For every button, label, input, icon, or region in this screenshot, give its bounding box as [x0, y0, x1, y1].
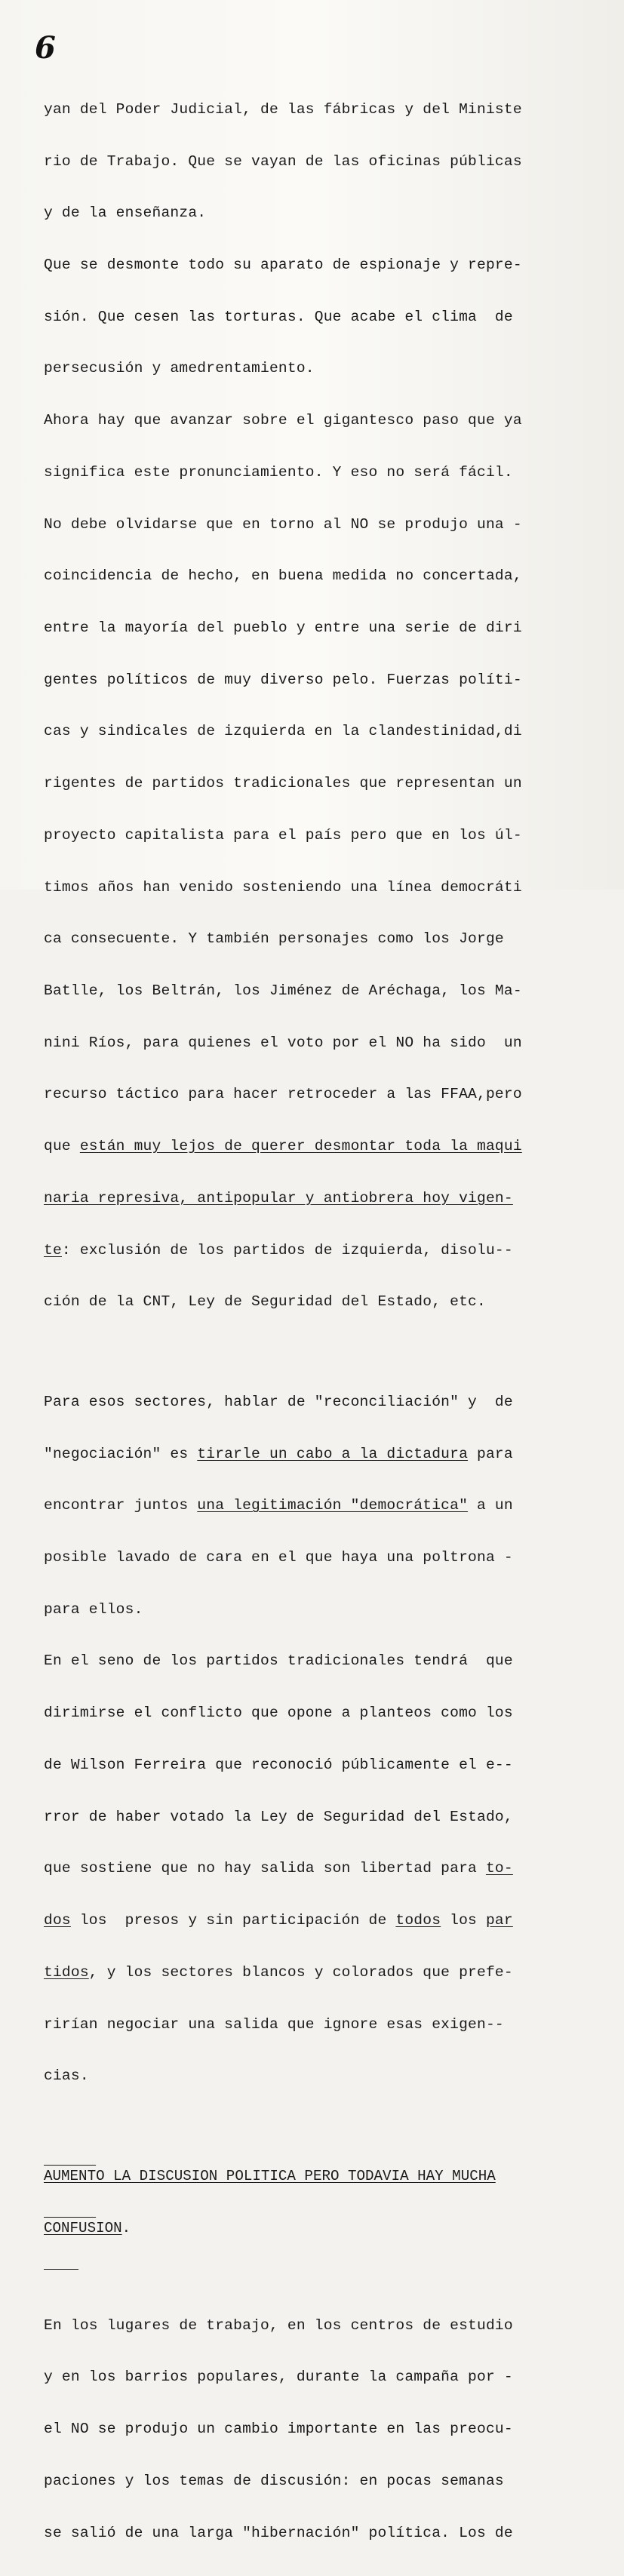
- text-line: persecusión y amedrentamiento.: [44, 360, 315, 377]
- text-line: y de la enseñanza.: [44, 204, 207, 222]
- line-text: que: [44, 1138, 80, 1155]
- text-line: cias.: [44, 2067, 89, 2085]
- heading-period: .: [121, 2219, 131, 2236]
- text-line: ción de la CNT, Ley de Seguridad del Estado, etc.: [44, 1293, 486, 1311]
- line-text: los presos y sin participación de: [70, 1912, 396, 1929]
- text-line: [44, 1860, 579, 1877]
- text-line: rio de Trabajo. Que se vayan de las oficinas públicas: [44, 152, 522, 170]
- underlined-text: todos: [395, 1912, 441, 1929]
- underlined-text: una legitimación "democrática": [197, 1497, 469, 1514]
- text-line: posible lavado de cara en el que haya una poltrona -: [44, 1549, 513, 1566]
- text-line: Que se desmonte todo su aparato de espionaje y repre-: [44, 256, 522, 273]
- text-line: [44, 1964, 579, 1981]
- text-line: [44, 1912, 579, 1929]
- text-line: rror de haber votado la Ley de Seguridad del Estado,: [44, 1808, 513, 1825]
- text-line: paciones y los temas de discusión: en pocas semanas: [44, 2472, 504, 2489]
- heading-line: [44, 2220, 579, 2237]
- text-line: proyecto capitalista para el país pero que en los úl-: [44, 826, 522, 844]
- underlined-text: están muy lejos de querer desmontar toda la maqui: [79, 1138, 522, 1155]
- text-line: [44, 1497, 579, 1514]
- text-line: coincidencia de hecho, en buena medida no concertada,: [44, 567, 522, 585]
- underlined-text: tirarle un cabo a la dictadura: [197, 1445, 469, 1462]
- line-text: los: [441, 1912, 486, 1929]
- text-line: se salió de una larga "hibernación" política. Los de: [44, 2524, 513, 2541]
- line-text: para: [468, 1445, 513, 1462]
- text-line: entre la mayoría del pueblo y entre una serie de diri: [44, 619, 522, 636]
- text-line: yan del Poder Judicial, de las fábricas y del Ministe: [44, 100, 522, 118]
- line-text: : exclusión de los partidos de izquierda, disolu--: [61, 1241, 513, 1259]
- text-line: No debe olvidarse que en torno al NO se produjo una -: [44, 515, 522, 533]
- paragraph-2: [44, 1359, 579, 2120]
- text-line: significa este pronunciamiento. Y eso no será fácil.: [44, 463, 513, 481]
- underlined-text: tidos: [44, 1963, 89, 1981]
- text-line: Para esos sectores, hablar de "reconciliación" y de: [44, 1393, 513, 1410]
- text-line: sión. Que cesen las torturas. Que acabe el clima de: [44, 308, 513, 325]
- underlined-text: par: [485, 1912, 513, 1929]
- text-line: rigentes de partidos tradicionales que representan un: [44, 775, 522, 792]
- paragraph-1: [44, 66, 579, 1345]
- paragraph-3: [44, 2282, 579, 2576]
- text-line: nini Ríos, para quienes el voto por el NO ha sido un: [44, 1034, 522, 1051]
- underlined-text: te: [44, 1241, 62, 1259]
- text-line: timos años han venido sosteniendo una línea democráti: [44, 878, 522, 896]
- text-line: En el seno de los partidos tradicionales tendrá que: [44, 1652, 513, 1670]
- text-line: el NO se produjo un cambio importante en las preocu-: [44, 2421, 513, 2438]
- text-line: [44, 1446, 579, 1463]
- text-line: [44, 1138, 579, 1155]
- text-line: rirían negociar una salida que ignore esas exigen--: [44, 2015, 504, 2033]
- text-line: Batlle, los Beltrán, los Jiménez de Aréchaga, los Ma-: [44, 982, 522, 1000]
- underlined-text: dos: [44, 1912, 71, 1929]
- line-text: , y los sectores blancos y colorados que prefe-: [88, 1963, 513, 1981]
- section-heading: [44, 2133, 579, 2272]
- text-line: cas y sindicales de izquierda en la clandestinidad,di: [44, 723, 522, 740]
- text-line: Ahora hay que avanzar sobre el gigantesco paso que ya: [44, 412, 522, 429]
- line-text: "negociación" es: [44, 1445, 198, 1462]
- underlined-text: naria represiva, antipopular y antiobrera hoy vigen-: [44, 1189, 513, 1207]
- text-line: recurso táctico para hacer retroceder a las FFAA,pero: [44, 1086, 522, 1103]
- line-text: que sostiene que no hay salida son libertad para: [44, 1860, 486, 1877]
- line-text: a un: [468, 1497, 513, 1514]
- text-line: y en los barrios populares, durante la campaña por -: [44, 2369, 513, 2386]
- text-line: gentes políticos de muy diverso pelo. Fuerzas políti-: [44, 671, 522, 688]
- text-line: para ellos.: [44, 1600, 143, 1618]
- line-text: encontrar juntos: [44, 1497, 198, 1514]
- body-text: [44, 66, 579, 2576]
- text-line: En los lugares de trabajo, en los centros de estudio: [44, 2316, 513, 2334]
- text-line: ca consecuente. Y también personajes como los Jorge: [44, 930, 504, 948]
- heading-text: CONFUSION: [44, 2219, 122, 2236]
- heading-line: AUMENTO LA DISCUSION POLITICA PERO TODAVIA HAY MUCHA: [44, 2167, 496, 2184]
- text-line: [44, 1190, 579, 1207]
- text-line: [44, 1242, 579, 1259]
- page-number: 6: [35, 30, 56, 66]
- text-line: dirimirse el conflicto que opone a planteos como los: [44, 1705, 513, 1722]
- text-line: de Wilson Ferreira que reconoció públicamente el e--: [44, 1756, 513, 1773]
- underlined-text: to-: [485, 1860, 513, 1877]
